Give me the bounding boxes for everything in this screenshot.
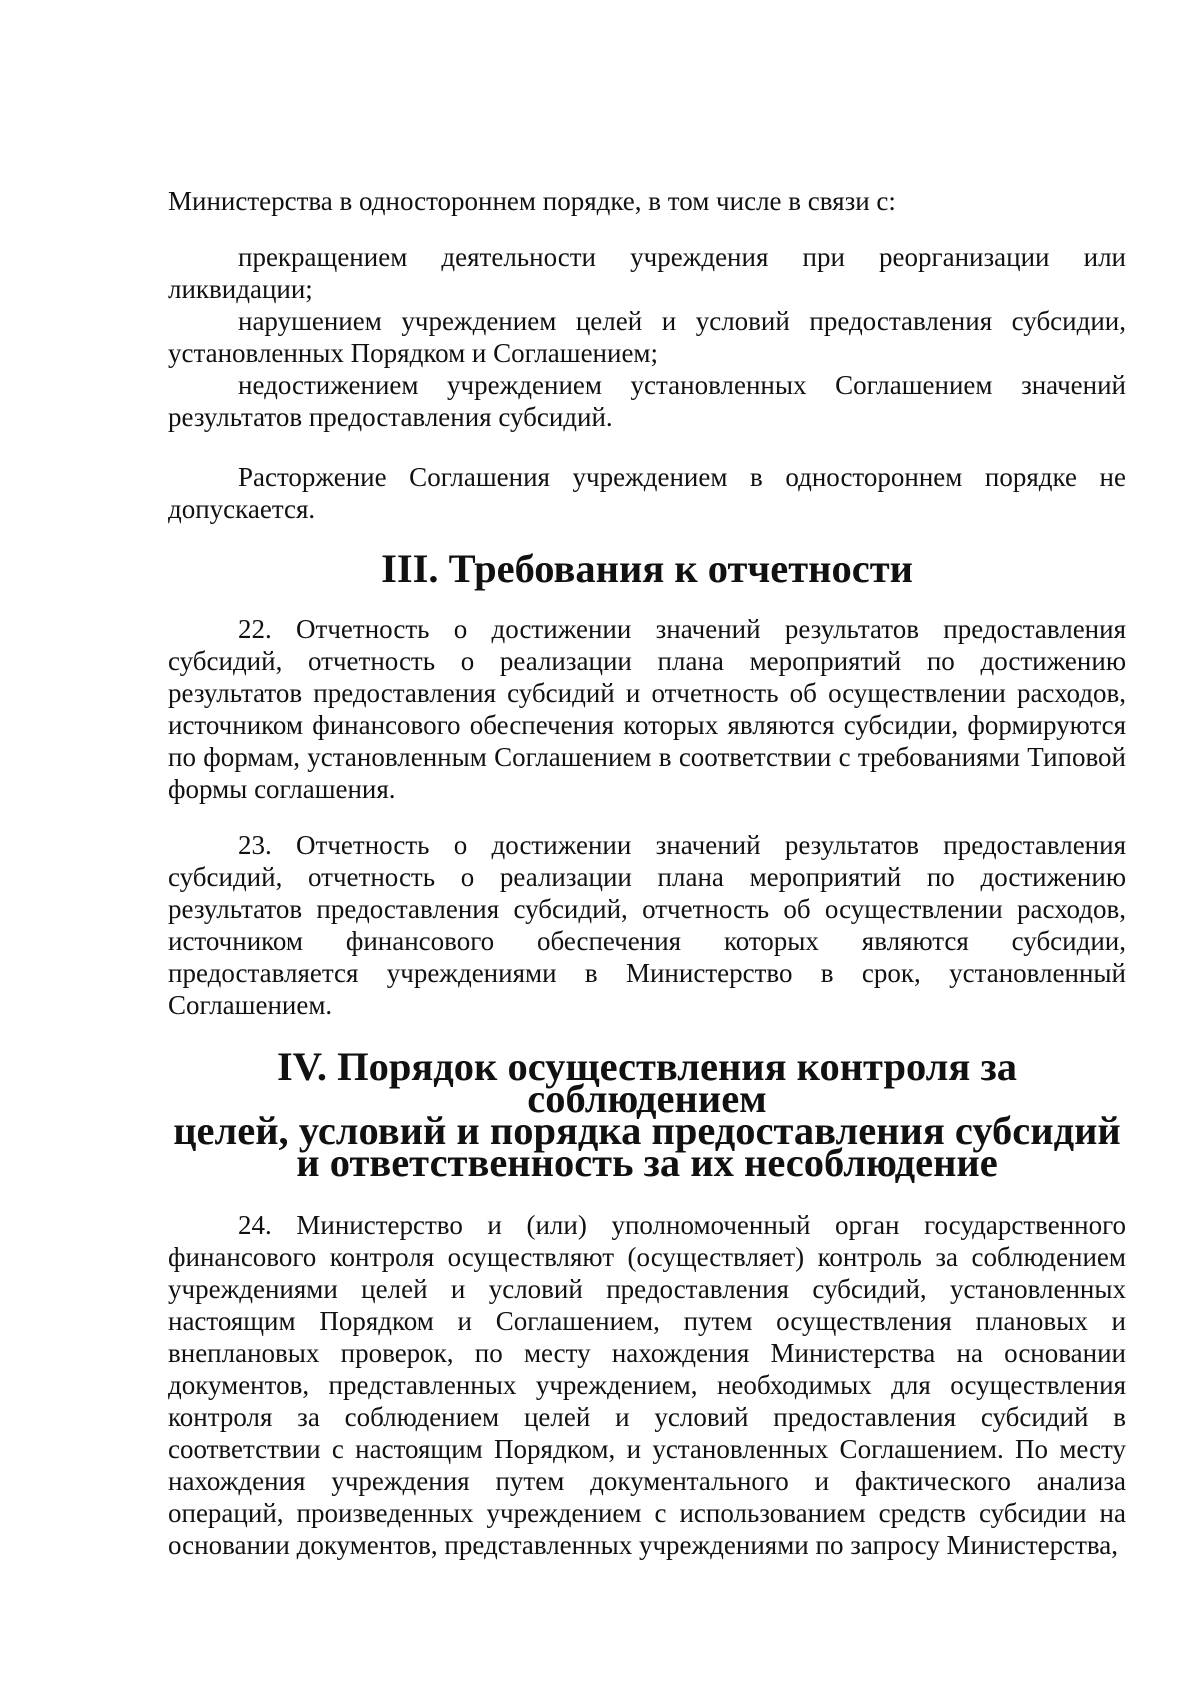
reason-non-achievement: недостижением учреждением установленных Соглашением значений результатов предоставления субсидий.: [168, 370, 1126, 432]
paragraph-22: 22. Отчетность о достижении значений результатов предоставления субсидий, отчетность о реализации плана мероприятий по достижению результатов предоставления субсидий и отчетность об осуществлении расходов, источником финансового обеспечения которых являются субсидии, формируются по формам, установленным Соглашением в соответствии с требованиями Типовой формы соглашения.: [168, 614, 1126, 804]
termination-note: Расторжение Соглашения учреждением в одностороннем порядке не допускается.: [168, 462, 1126, 524]
section-3-heading-text: III. Требования к отчетности: [381, 546, 913, 591]
paragraph-23: 23. Отчетность о достижении значений результатов предоставления субсидий, отчетность о реализации плана мероприятий по достижению результатов предоставления субсидий, отчетность об осуществлении расходов, источником финансового обеспечения которых являются субсидии, предоставляется учреждениями в Министерство в срок, установленный Соглашением.: [168, 830, 1126, 1020]
section-4-heading-line-1: IV. Порядок осуществления контроля за соблюдением: [277, 1044, 1017, 1121]
reason-violation: нарушением учреждением целей и условий предоставления субсидии, установленных Порядком и Соглашением;: [168, 306, 1126, 368]
section-4-heading-line-3: и ответственность за их несоблюдение: [296, 1140, 998, 1185]
section-4-heading: [168, 1044, 1126, 1185]
intro-paragraph: Министерства в одностороннем порядке, в том числе в связи с:: [168, 186, 896, 216]
section-3-heading: [168, 546, 1126, 591]
section-4-heading-line-2: целей, условий и порядка предоставления субсидий: [173, 1108, 1121, 1153]
spacer: [168, 217, 1126, 241]
spacer: [168, 805, 1126, 829]
document-body: [168, 185, 1126, 1561]
spacer: [168, 433, 1126, 461]
reason-reorganization: прекращением деятельности учреждения при реорганизации или ликвидации;: [168, 242, 1126, 304]
paragraph-24: 24. Министерство и (или) уполномоченный орган государственного финансового контроля осуществляют (осуществляет) контроль за соблюдением учреждениями целей и условий предоставления субсидий, установленных настоящим Порядком и Соглашением, путем осуществления плановых и внеплановых проверок, по месту нахождения Министерства на основании документов, представленных учреждением, необходимых для осуществления контроля за соблюдением целей и условий предоставления субсидий в соответствии с настоящим Порядком, и установленных Соглашением. По месту нахождения учреждения путем документального и фактического анализа операций, произведенных учреждением с использованием средств субсидии на основании документов, представленных учреждениями по запросу Министерства,: [168, 1210, 1126, 1560]
